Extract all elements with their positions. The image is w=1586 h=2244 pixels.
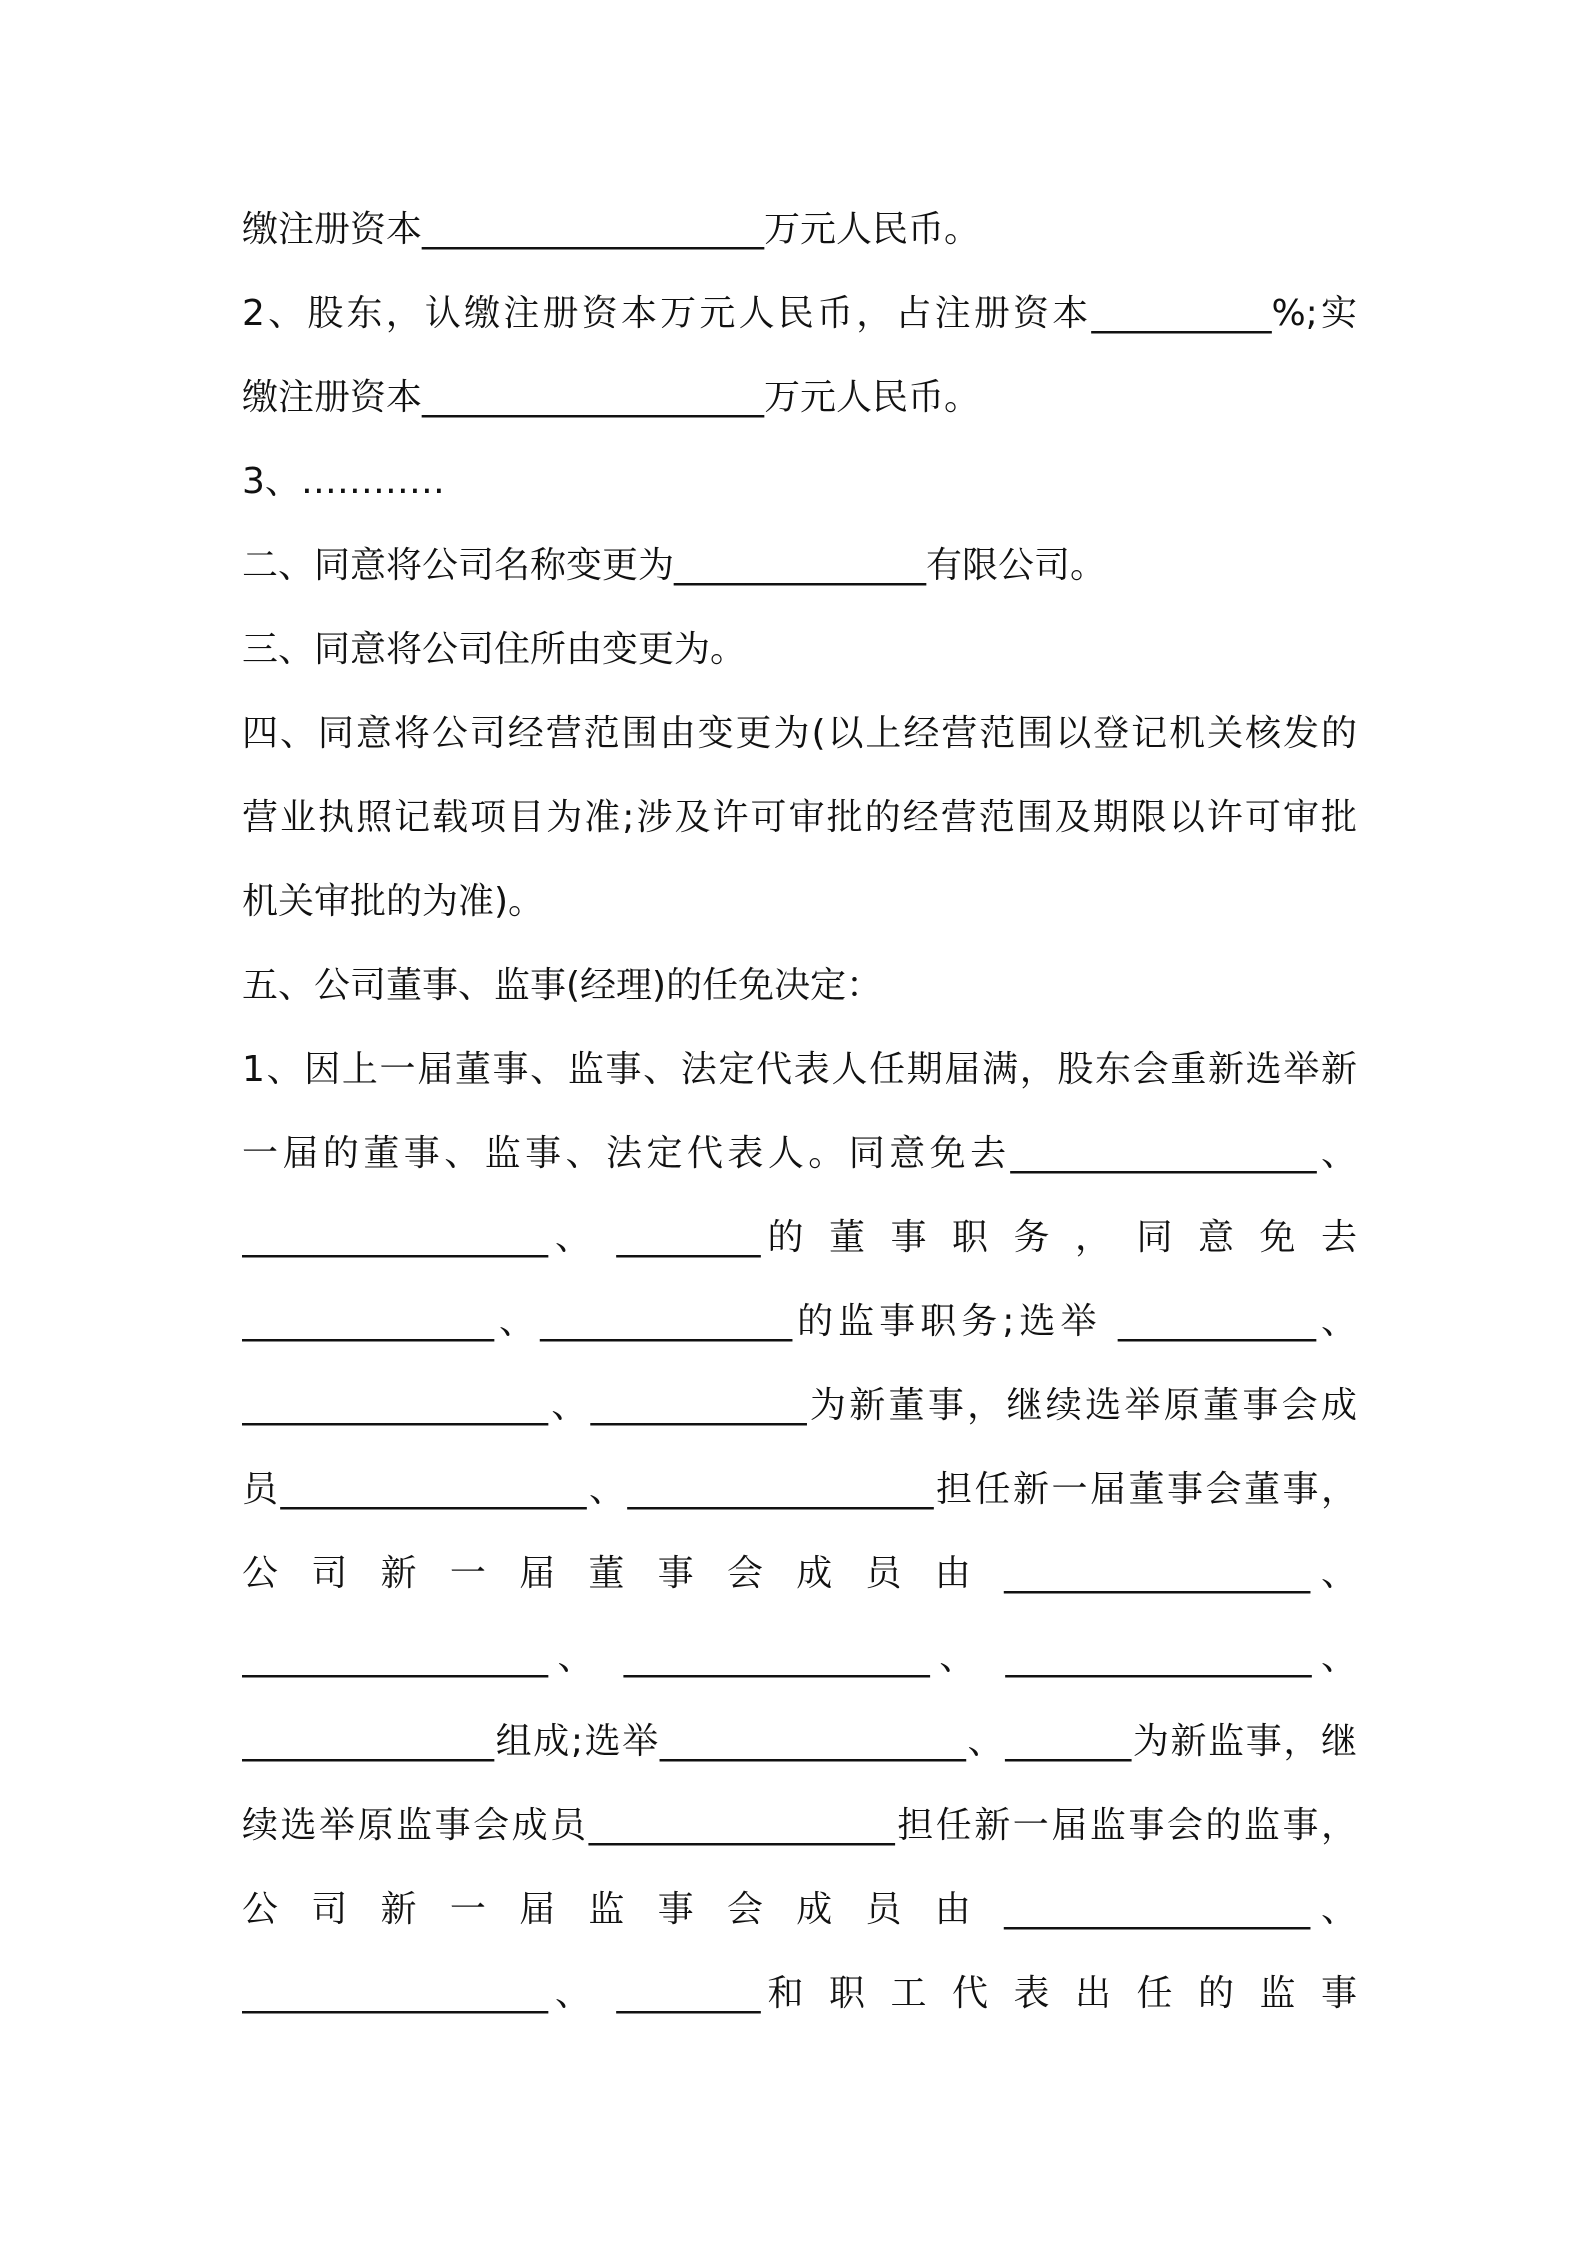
text-line: 1、因上一届董事、监事、法定代表人任期届满，股东会重新选举新	[242, 1049, 1357, 1090]
text-line: 三、同意将公司住所由变更为。	[242, 629, 747, 670]
text-line: _________________、 _________________、 _________________、	[242, 1637, 1357, 1678]
text-line: _________________、 ________和 职 工 代 表 出 任 的 监 事	[242, 1973, 1357, 2014]
text-line: ______________组成;选举_________________、_______为新监事，继	[242, 1721, 1357, 1762]
text-line: 3、…………	[242, 461, 445, 502]
text-line: 公 司 新 一 届 监 事 会 成 员 由 _________________、	[242, 1889, 1357, 1930]
text-line: 机关审批的为准)。	[242, 881, 545, 922]
text-line: 五、公司董事、监事(经理)的任免决定：	[242, 965, 883, 1006]
text-line: 员_________________、_________________担任新一届董事会董事，	[242, 1469, 1357, 1510]
text-line: ______________、______________的监事职务;选举 ___________、	[242, 1301, 1357, 1342]
text-line: 续选举原监事会成员_________________担任新一届监事会的监事，	[242, 1805, 1357, 1846]
text-line: 缴注册资本___________________万元人民币。	[242, 209, 981, 250]
text-line: 公 司 新 一 届 董 事 会 成 员 由 _________________、	[242, 1553, 1357, 1594]
text-line: 2、股东，认缴注册资本万元人民币，占注册资本__________%;实	[242, 293, 1357, 334]
text-line: 四、同意将公司经营范围由变更为(以上经营范围以登记机关核发的	[242, 713, 1357, 754]
text-line: 一届的董事、监事、法定代表人。同意免去_________________、	[242, 1133, 1357, 1174]
text-line: _________________、____________为新董事，继续选举原董事会成	[242, 1385, 1357, 1426]
text-line: 缴注册资本___________________万元人民币。	[242, 377, 981, 418]
text-line: 二、同意将公司名称变更为______________有限公司。	[242, 545, 1107, 586]
text-line: _________________、 ________的 董 事 职 务 ， 同 意 免 去	[242, 1217, 1357, 1258]
text-line: 营业执照记载项目为准;涉及许可审批的经营范围及期限以许可审批	[242, 797, 1357, 838]
